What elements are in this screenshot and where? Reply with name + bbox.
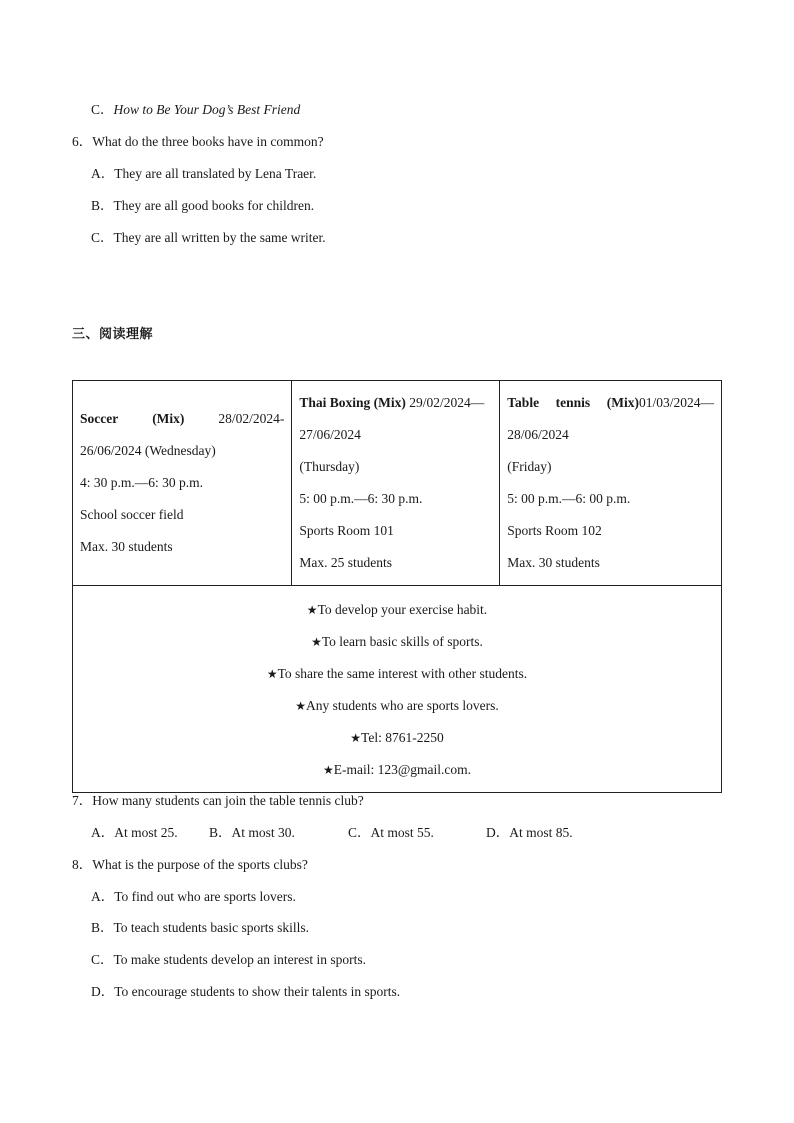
club-soccer-name: Soccer [80,411,119,426]
section-title: 三、阅读理解 [72,327,154,342]
q5-option-c-title: How to Be Your Dog’s Best Friend [113,102,301,117]
q5-option-c [91,101,300,119]
feature-line [73,658,721,690]
star-icon: ★ [350,731,362,745]
club-boxing-name: Thai Boxing (Mix) [299,395,406,410]
club-soccer-end: 26/06/2024 (Wednesday) [80,443,216,458]
feature-text: To share the same interest with other students. [277,666,528,681]
club-tennis-day: (Friday) [507,459,552,474]
club-boxing-start: 29/02/2024— [409,395,485,410]
q8-option-c: C．To make students develop an interest in sports. [91,952,367,967]
star-icon: ★ [322,763,334,777]
club-tennis-header [507,387,714,419]
star-icon: ★ [295,699,307,713]
q6-question: 6．What do the three books have in common? [72,134,324,149]
club-soccer-start: 28/02/2024- [218,411,285,426]
club-tennis-cell [500,381,722,586]
club-tennis-name-3: (Mix) [606,395,639,410]
feature-line [73,722,721,754]
feature-text: To develop your exercise habit. [317,602,488,617]
q8-question: 8．What is the purpose of the sports clubs? [72,857,308,872]
club-boxing-place: Sports Room 101 [299,523,394,538]
q5-option-c-prefix: C． [91,102,114,117]
q6-option-a: A．They are all translated by Lena Traer. [91,166,317,181]
club-tennis-name-1: Table [507,395,540,410]
q7-option-d: D．At most 85. [486,825,573,840]
q6-option-c: C．They are all written by the same writer. [91,230,326,245]
feature-text: To learn basic skills of sports. [321,634,483,649]
feature-tel: Tel: 8761-2250 [361,730,444,745]
feature-line [73,690,721,722]
club-soccer-cell [73,381,292,586]
feature-text: Any students who are sports lovers. [306,698,499,713]
clubs-table [72,380,722,793]
club-boxing-header [299,387,492,419]
club-tennis-time: 5: 00 p.m.—6: 00 p.m. [507,491,631,506]
q7-option-a: A．At most 25. [91,825,178,840]
club-boxing-day: (Thursday) [299,459,360,474]
q7-option-b: B．At most 30. [209,825,295,840]
club-boxing-max: Max. 25 students [299,555,392,570]
club-soccer-time: 4: 30 p.m.—6: 30 p.m. [80,475,204,490]
club-boxing-end: 27/06/2024 [299,427,361,442]
features-row [73,586,722,793]
club-tennis-end: 28/06/2024 [507,427,569,442]
features-cell [73,586,722,793]
feature-line [73,626,721,658]
q7-option-c: C．At most 55. [348,825,434,840]
club-tennis-place: Sports Room 102 [507,523,602,538]
club-soccer-max: Max. 30 students [80,539,173,554]
club-soccer-header [80,403,284,435]
q7-question: 7．How many students can join the table tennis club? [72,793,364,808]
q8-option-a: A．To find out who are sports lovers. [91,889,296,904]
star-icon: ★ [266,667,278,681]
club-soccer-mix: (Mix) [152,411,185,426]
club-boxing-cell [292,381,500,586]
club-tennis-name-2: tennis [555,395,591,410]
club-tennis-start: 01/03/2024— [638,395,714,410]
star-icon: ★ [311,635,322,649]
feature-email: E-mail: 123@gmail.com. [333,762,472,777]
q6-option-b: B．They are all good books for children. [91,198,315,213]
q8-option-b: B．To teach students basic sports skills. [91,920,310,935]
q8-option-d: D．To encourage students to show their talents in sports. [91,984,401,999]
club-tennis-max: Max. 30 students [507,555,600,570]
club-soccer-place: School soccer field [80,507,184,522]
feature-line [73,594,721,626]
clubs-row [73,381,722,586]
feature-line [73,754,721,786]
star-icon: ★ [306,603,318,617]
club-boxing-time: 5: 00 p.m.—6: 30 p.m. [299,491,423,506]
